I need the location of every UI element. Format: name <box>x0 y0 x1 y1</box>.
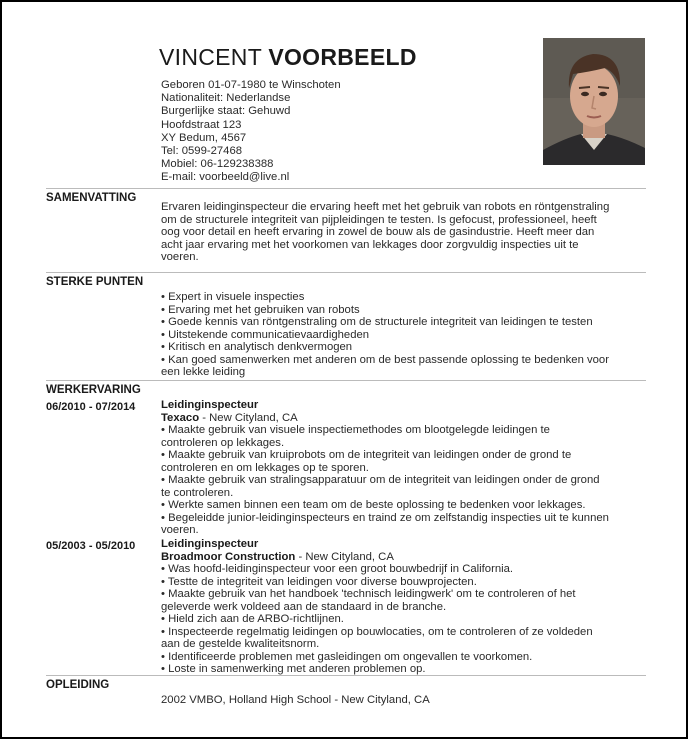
last-name: VOORBEELD <box>268 44 417 70</box>
company-name: Texaco <box>161 411 200 424</box>
strengths-list <box>161 291 649 379</box>
birth-info: Geboren 01-07-1980 te Winschoten <box>161 79 341 91</box>
strength-item: een lekke leiding <box>161 366 246 378</box>
profile-photo <box>543 38 645 165</box>
job-duty: • Identificeerde problemen met gasleidingen om ongevallen te voorkomen. <box>161 650 533 663</box>
nationality: Nationaliteit: Nederlandse <box>161 92 291 105</box>
portrait-illustration <box>543 38 645 165</box>
job-duty: aan de gestelde kwaliteitsnorm. <box>161 638 320 650</box>
first-name: VINCENT <box>159 44 262 70</box>
section-divider <box>46 272 646 273</box>
job-duty: • Was hoofd-leidinginspecteur voor een groot bouwbedrijf in California. <box>161 563 514 575</box>
section-divider <box>46 380 646 381</box>
phone: Tel: 0599-27468 <box>161 145 243 158</box>
job-duty: • Hield zich aan de ARBO-richtlijnen. <box>161 613 344 625</box>
job-duty: • Begeleidde junior-leidinginspecteurs en traind ze om zelfstandig inspecties uit te kunnen <box>161 511 609 524</box>
company-name: Broadmoor Construction <box>161 550 296 563</box>
education-heading: OPLEIDING <box>46 679 110 691</box>
summary-line: voeren. <box>161 251 199 263</box>
job-entry <box>161 399 649 537</box>
email: E-mail: voorbeeld@live.nl <box>161 171 290 184</box>
job-dates: 06/2010 - 07/2014 <box>46 401 136 413</box>
job-duty: • Loste in samenwerking met anderen problemen op. <box>161 663 426 675</box>
job-duty: • Maakte gebruik van visuele inspectiemethodes om blootgelegde leidingen te <box>161 424 550 436</box>
job-duty: voeren. <box>161 524 199 536</box>
section-divider <box>46 188 646 189</box>
job-dates: 05/2003 - 05/2010 <box>46 540 136 552</box>
job-duty: controleren op lekkages. <box>161 436 285 449</box>
summary-line: Ervaren leidinginspecteur die ervaring heeft met het gebruik van robots en röntgenstraling <box>161 201 610 213</box>
summary-heading: SAMENVATTING <box>46 192 137 204</box>
street-address: Hoofdstraat 123 <box>161 118 242 131</box>
experience-heading: WERKERVARING <box>46 384 141 396</box>
strength-item: • Uitstekende communicatievaardigheden <box>161 328 370 341</box>
strength-item: • Goede kennis van röntgenstraling om de structurele integriteit van leidingen te testen <box>161 316 593 328</box>
job-duty: te controleren. <box>161 486 234 499</box>
strength-item: • Kan goed samenwerken met anderen om de best passende oplossing te bedenken voor <box>161 353 609 366</box>
job-title: Leidinginspecteur <box>161 538 259 550</box>
strength-item: • Ervaring met het gebruiken van robots <box>161 303 360 316</box>
job-duty: • Inspecteerde regelmatig leidingen op bouwlocaties, om te controleren of ze voldeden <box>161 625 593 638</box>
company-location: - New Cityland, CA <box>199 411 298 424</box>
strengths-heading: STERKE PUNTEN <box>46 276 144 288</box>
strength-item: • Expert in visuele inspecties <box>161 291 305 303</box>
summary-text <box>161 201 649 264</box>
summary-line: om de structurele integriteit van pijpleidingen te testen. Is gefocust, professioneel, heeft <box>161 213 597 226</box>
job-duty: controleren en om lekkages op te sporen. <box>161 461 369 474</box>
mobile: Mobiel: 06-129238388 <box>161 158 274 171</box>
job-duty: geleverde werk voldeed aan de standaard in de branche. <box>161 600 447 613</box>
job-duty: • Maakte gebruik van stralingsapparatuur om de integriteit van leidingen onder de grond <box>161 474 600 486</box>
job-duty: • Werkte samen binnen een team om de beste oplossing te bedenken voor lekkages. <box>161 499 586 511</box>
job-employer <box>161 412 649 425</box>
job-employer <box>161 551 649 564</box>
job-duty: • Testte de integriteit van leidingen voor diverse bouwprojecten. <box>161 575 477 588</box>
strength-item: • Kritisch en analytisch denkvermogen <box>161 341 353 353</box>
education-entry: 2002 VMBO, Holland High School - New Cityland, CA <box>161 694 430 706</box>
candidate-name <box>159 44 417 71</box>
marital-status: Burgerlijke staat: Gehuwd <box>161 105 291 118</box>
job-duty: • Maakte gebruik van kruiprobots om de integriteit van leidingen onder de grond te <box>161 449 572 461</box>
summary-line: oog voor detail en heeft ervaring in zowel de bouw als de gasindustrie. Heeft meer dan <box>161 226 595 238</box>
postal-city: XY Bedum, 4567 <box>161 131 247 144</box>
company-location: - New Cityland, CA <box>295 550 394 563</box>
summary-line: acht jaar ervaring met het voorkomen van lekkages door zorgvuldig inspecties uit te <box>161 238 579 251</box>
job-title: Leidinginspecteur <box>161 399 259 411</box>
section-divider <box>46 675 646 676</box>
contact-details <box>161 79 341 185</box>
job-entry <box>161 538 649 676</box>
job-duty: • Maakte gebruik van het handboek 'technisch leidingwerk' om te controleren of het <box>161 588 576 600</box>
